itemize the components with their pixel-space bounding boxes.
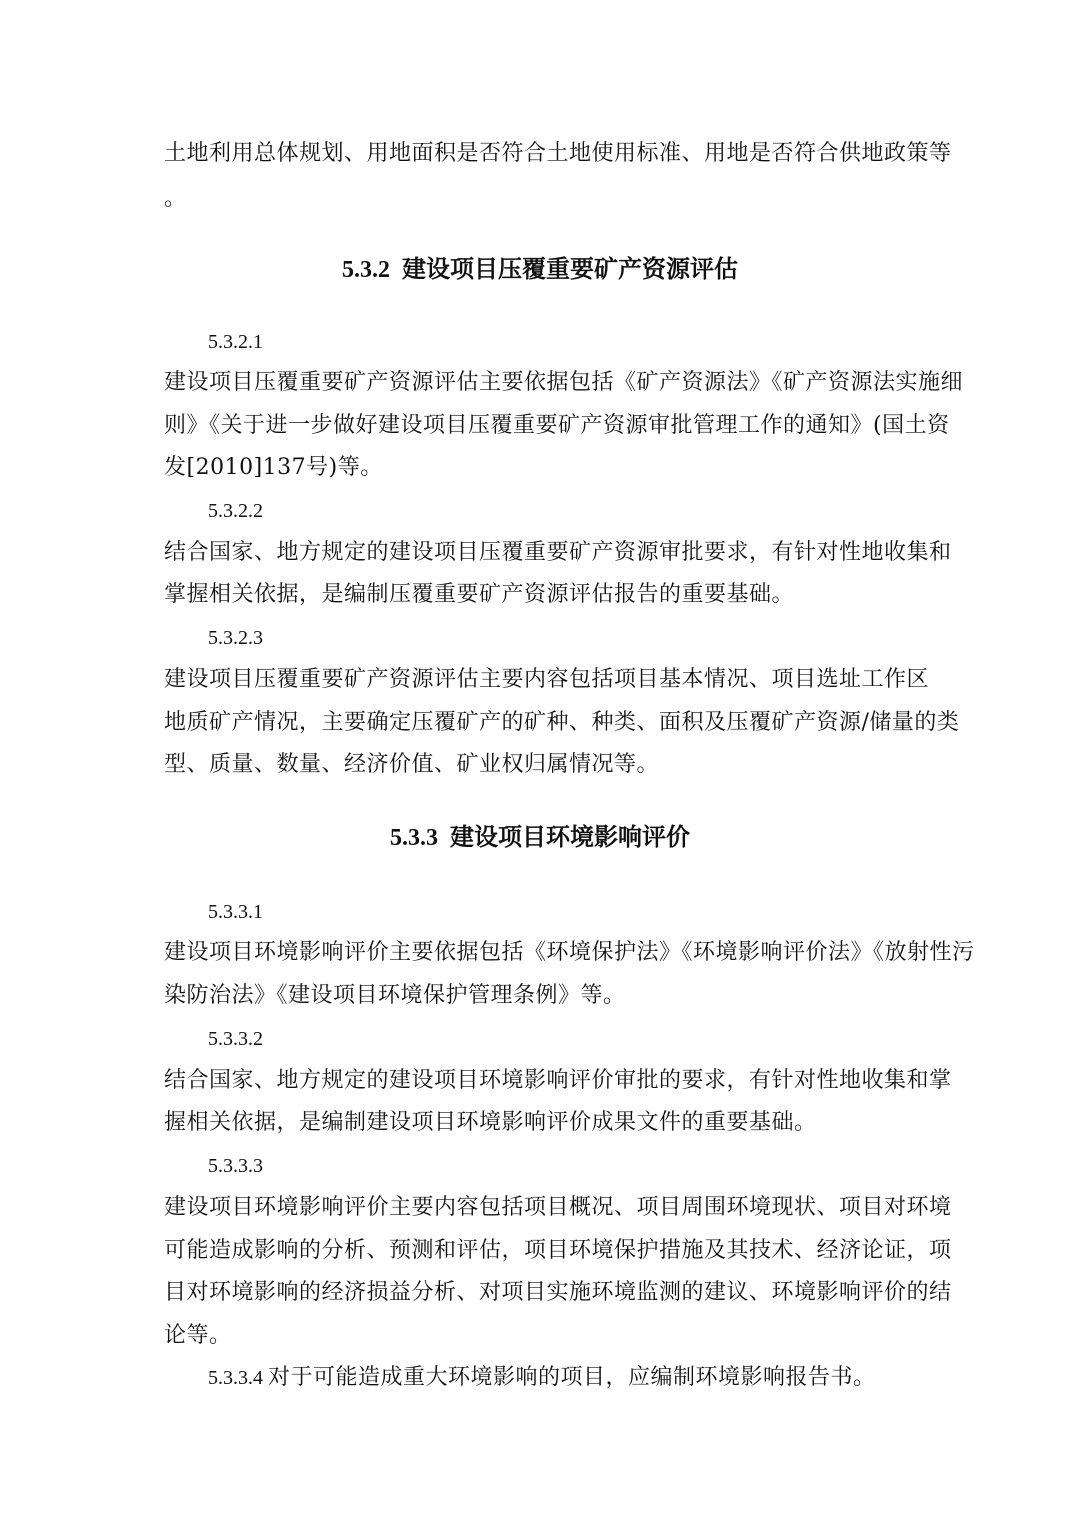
clause-number: 5.3.3.1: [208, 901, 263, 923]
paragraph-line: 建设项目环境影响评价主要依据包括《环境保护法》《环境影响评价法》《放射性污: [164, 940, 975, 965]
clause-number: 5.3.2.2: [208, 500, 263, 522]
clause-number: 5.3.2.1: [208, 331, 263, 353]
paragraph-line: 型、质量、数量、经济价值、矿业权归属情况等。: [164, 752, 660, 777]
clause-number: 5.3.3.3: [208, 1155, 263, 1177]
intro-line-1: 土地利用总体规划、用地面积是否符合土地使用标准、用地是否符合供地政策等: [164, 141, 952, 166]
paragraph-line: 结合国家、地方规定的建设项目压覆重要矿产资源审批要求，有针对性地收集和: [164, 540, 952, 565]
paragraph-line: 建设项目压覆重要矿产资源评估主要依据包括《矿产资源法》《矿产资源法实施细: [164, 370, 964, 395]
paragraph-line: 结合国家、地方规定的建设项目环境影响评价审批的要求，有针对性地收集和掌: [164, 1068, 952, 1093]
intro-line-2: 。: [164, 186, 187, 211]
paragraph-line: 握相关依据，是编制建设项目环境影响评价成果文件的重要基础。: [164, 1110, 817, 1135]
paragraph-line: 可能造成影响的分析、预测和评估，项目环境保护措施及其技术、经济论证，项: [164, 1238, 952, 1263]
paragraph-line: 建设项目压覆重要矿产资源评估主要内容包括项目基本情况、项目选址工作区: [164, 667, 930, 692]
section-heading-533: [0, 820, 1080, 855]
section-title: 建设项目环境影响评价: [450, 822, 690, 851]
section-number: 5.3.2: [342, 257, 390, 283]
paragraph-line: 掌握相关依据，是编制压覆重要矿产资源评估报告的重要基础。: [164, 582, 795, 607]
clause-number: 5.3.3.4: [208, 1367, 263, 1389]
clause-text: 对于可能造成重大环境影响的项目，应编制环境影响报告书。: [268, 1365, 876, 1390]
paragraph-line: 地质矿产情况，主要确定压覆矿产的矿种、种类、面积及压覆矿产资源/储量的类: [164, 710, 960, 735]
paragraph-line: 则》《关于进一步做好建设项目压覆重要矿产资源审批管理工作的通知》(国土资: [164, 413, 950, 438]
paragraph-line: 论等。: [164, 1323, 232, 1348]
clause-number-inline: [208, 1363, 876, 1393]
paragraph-line: 目对环境影响的经济损益分析、对项目实施环境监测的建议、环境影响评价的结: [164, 1280, 952, 1305]
paragraph-line: 染防治法》《建设项目环境保护管理条例》等。: [164, 983, 626, 1008]
clause-number: 5.3.2.3: [208, 627, 263, 649]
paragraph-line: 发[2010]137号)等。: [164, 455, 383, 480]
paragraph-line: 建设项目环境影响评价主要内容包括项目概况、项目周围环境现状、项目对环境: [164, 1195, 952, 1220]
clause-number: 5.3.3.2: [208, 1028, 263, 1050]
section-title: 建设项目压覆重要矿产资源评估: [402, 254, 738, 283]
section-heading-532: [0, 252, 1080, 287]
section-number: 5.3.3: [390, 825, 438, 851]
